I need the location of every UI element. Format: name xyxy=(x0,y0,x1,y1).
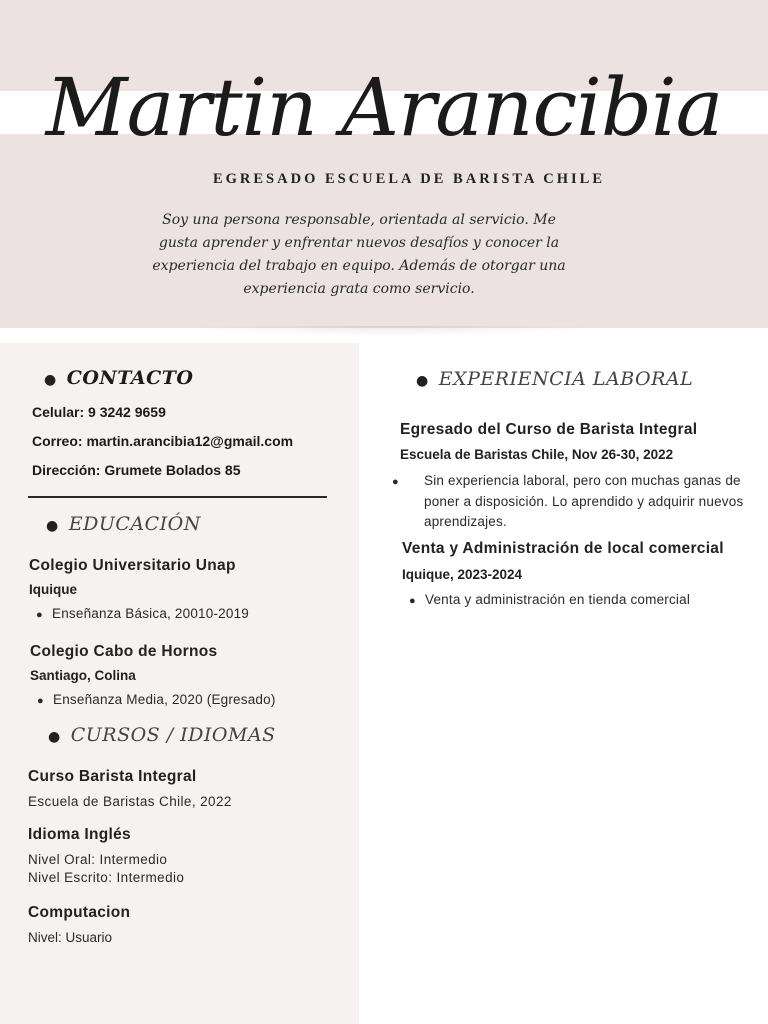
experience-heading: ● EXPERIENCIA LABORAL xyxy=(416,368,694,390)
bullet-icon: ● xyxy=(409,595,416,607)
education-heading: ● EDUCACIÓN xyxy=(46,513,201,535)
bullet-icon: ● xyxy=(48,729,61,745)
courses-heading: ● CURSOS / IDIOMAS xyxy=(48,724,276,746)
course-detail: Nivel Escrito: Intermedio xyxy=(28,870,185,885)
bio-text: Soy una persona responsable, orientada al servicio. Me gusta aprender y enfrentar nuevos desafíos y conocer la experiencia del trabajo en equipo. Además de otorgar una experiencia grata como servicio. xyxy=(152,212,566,297)
education-school: Colegio Universitario Unap xyxy=(29,557,236,574)
experience-detail: ● Venta y administración en tienda comercial xyxy=(409,590,690,611)
job-title: EGRESADO ESCUELA DE BARISTA CHILE xyxy=(212,171,606,187)
section-divider xyxy=(28,496,327,498)
contact-email: Correo: martin.arancibia12@gmail.com xyxy=(32,433,294,449)
contact-heading: ● CONTACTO xyxy=(44,367,194,389)
course-title: Computacion xyxy=(28,904,131,921)
bullet-icon: ● xyxy=(416,373,429,389)
education-place: Iquique xyxy=(29,582,77,597)
divider-shadow xyxy=(180,326,600,336)
education-school: Colegio Cabo de Hornos xyxy=(30,643,218,660)
bullet-icon: ● xyxy=(46,518,59,534)
experience-subtitle: Iquique, 2023-2024 xyxy=(402,567,523,582)
bullet-icon: ● xyxy=(37,695,44,707)
bullet-icon: ● xyxy=(392,476,399,488)
experience-subtitle: Escuela de Baristas Chile, Nov 26-30, 2022 xyxy=(400,447,674,462)
bullet-icon: ● xyxy=(44,372,57,388)
course-title: Curso Barista Integral xyxy=(28,768,197,785)
education-detail: ● Enseñanza Básica, 20010-2019 xyxy=(36,604,249,625)
experience-detail: ● Sin experiencia laboral, pero con muchas ganas de poner a disposición. Lo aprendido y adquirir nuevos aprendizajes. xyxy=(392,473,744,529)
contact-phone: Celular: 9 3242 9659 xyxy=(32,404,166,420)
course-title: Idioma Inglés xyxy=(28,826,131,843)
course-detail: Escuela de Baristas Chile, 2022 xyxy=(28,794,232,809)
bullet-icon: ● xyxy=(36,609,43,621)
person-name: Martin Arancibia xyxy=(45,61,723,154)
contact-address: Dirección: Grumete Bolados 85 xyxy=(32,462,241,478)
education-place: Santiago, Colina xyxy=(30,668,136,683)
course-detail: Nivel Oral: Intermedio xyxy=(28,852,168,867)
education-detail: ● Enseñanza Media, 2020 (Egresado) xyxy=(37,690,276,711)
course-detail: Nivel: Usuario xyxy=(28,930,113,945)
experience-title: Egresado del Curso de Barista Integral xyxy=(400,421,698,438)
experience-title: Venta y Administración de local comercial xyxy=(402,540,724,557)
